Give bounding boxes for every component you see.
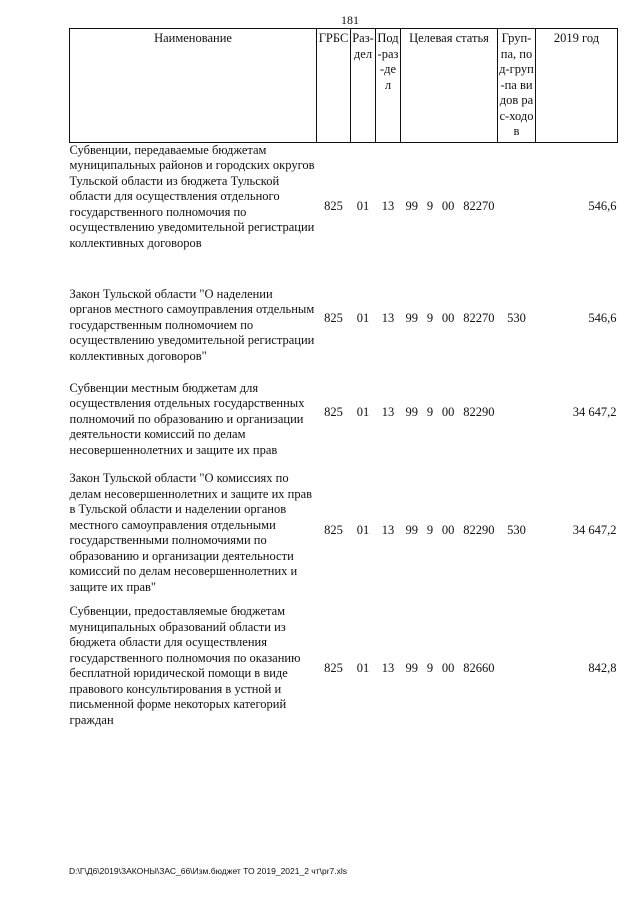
row-name-text: Субвенции, передаваемые бюджетам муниципальных районов и городских округов Тульской области из бюджета Тульской области для осуществления отдельного государственного полномочия по осуществлению уведомительной регистрации коллективных договоров [69,142,315,250]
row-value: 842,8 [588,661,617,676]
target-part: 9 [426,310,434,325]
budget-table [69,28,618,734]
row-value: 546,6 [588,310,617,325]
header-razdel: Раз-дел [351,29,376,143]
row-name-text: Закон Тульской области "О наделении органов местного самоуправления отдельным государственным полномочием по осуществлению уведомительной регистрации коллективных договоров" [69,286,315,363]
table-row [70,142,618,271]
target-part: 00 [441,523,455,538]
row-group [498,142,536,271]
row-podrazdel: 13 [381,661,395,676]
row-name [70,142,317,271]
target-part: 99 [405,310,418,325]
row-group: 530 [507,523,526,538]
row-name-text: Субвенции местным бюджетам для осуществления отдельных государственных полномочий по образованию и организации деятельности комиссий по делам несовершеннолетних и защите их прав [69,380,305,457]
page-number: 181 [341,13,359,27]
row-target [401,271,498,367]
row-podrazdel: 13 [381,310,395,325]
row-value: 34 647,2 [572,523,617,538]
row-razdel: 01 [356,198,370,213]
row-target [401,367,498,459]
file-path-footer: D:\Г\Д6\2019\ЗАКОНЫ\ЗАС_66\Изм.бюджет ТО 2019_2021_2 чт\pr7.xls [69,866,348,876]
target-part: 99 [405,198,418,213]
header-row [70,29,618,143]
header-group: Груп-па, под-груп-па видов рас-ходов [498,29,536,143]
target-part: 9 [426,523,434,538]
target-part: 82660 [463,661,495,676]
header-name: Наименование [70,29,317,143]
target-part: 00 [441,661,455,676]
table-row [70,367,618,459]
row-name [70,367,317,459]
target-part: 9 [426,661,434,676]
row-name [70,458,317,604]
target-part: 82290 [463,523,495,538]
row-grbs: 825 [324,404,343,419]
row-podrazdel: 13 [381,523,395,538]
row-razdel: 01 [356,310,370,325]
row-podrazdel: 13 [381,404,395,419]
header-year: 2019 год [536,29,618,143]
table-row [70,604,618,734]
row-target [401,604,498,734]
row-value: 34 647,2 [572,404,617,419]
row-grbs: 825 [324,198,343,213]
target-part: 82270 [463,198,495,213]
target-part: 99 [405,523,418,538]
target-part: 9 [426,198,434,213]
row-podrazdel: 13 [381,198,395,213]
row-razdel: 01 [356,404,370,419]
row-name [70,271,317,367]
target-part: 00 [441,404,455,419]
row-target [401,142,498,271]
target-part: 82270 [463,310,495,325]
row-name-text: Субвенции, предоставляемые бюджетам муниципальных образований области из бюджета области для осуществления государственного полномочия по оказанию бесплатной юридической помощи в виде правового консультирования в устной и письменной форме некоторых категорий граждан [69,604,301,727]
row-grbs: 825 [324,523,343,538]
header-grbs: ГРБС [317,29,351,143]
table-row [70,458,618,604]
row-value: 546,6 [588,198,617,213]
row-name-text: Закон Тульской области "О комиссиях по делам несовершеннолетних и защите их прав в Тульской области и наделении органов местного самоуправления отдельными государственными полномочиями по образованию и организации деятельности комиссий по делам несовершеннолетних и защите их прав" [69,471,313,594]
row-group [498,604,536,734]
target-part: 00 [441,310,455,325]
row-group: 530 [507,310,526,325]
target-part: 00 [441,198,455,213]
row-group [498,367,536,459]
table-row [70,271,618,367]
row-target [401,458,498,604]
target-part: 99 [405,661,418,676]
header-target: Целевая статья [401,29,498,143]
row-razdel: 01 [356,661,370,676]
target-part: 99 [405,404,418,419]
header-podrazdel: Под-раз-дел [376,29,401,143]
row-name [70,604,317,734]
row-grbs: 825 [324,661,343,676]
row-razdel: 01 [356,523,370,538]
row-grbs: 825 [324,310,343,325]
target-part: 82290 [463,404,495,419]
target-part: 9 [426,404,434,419]
